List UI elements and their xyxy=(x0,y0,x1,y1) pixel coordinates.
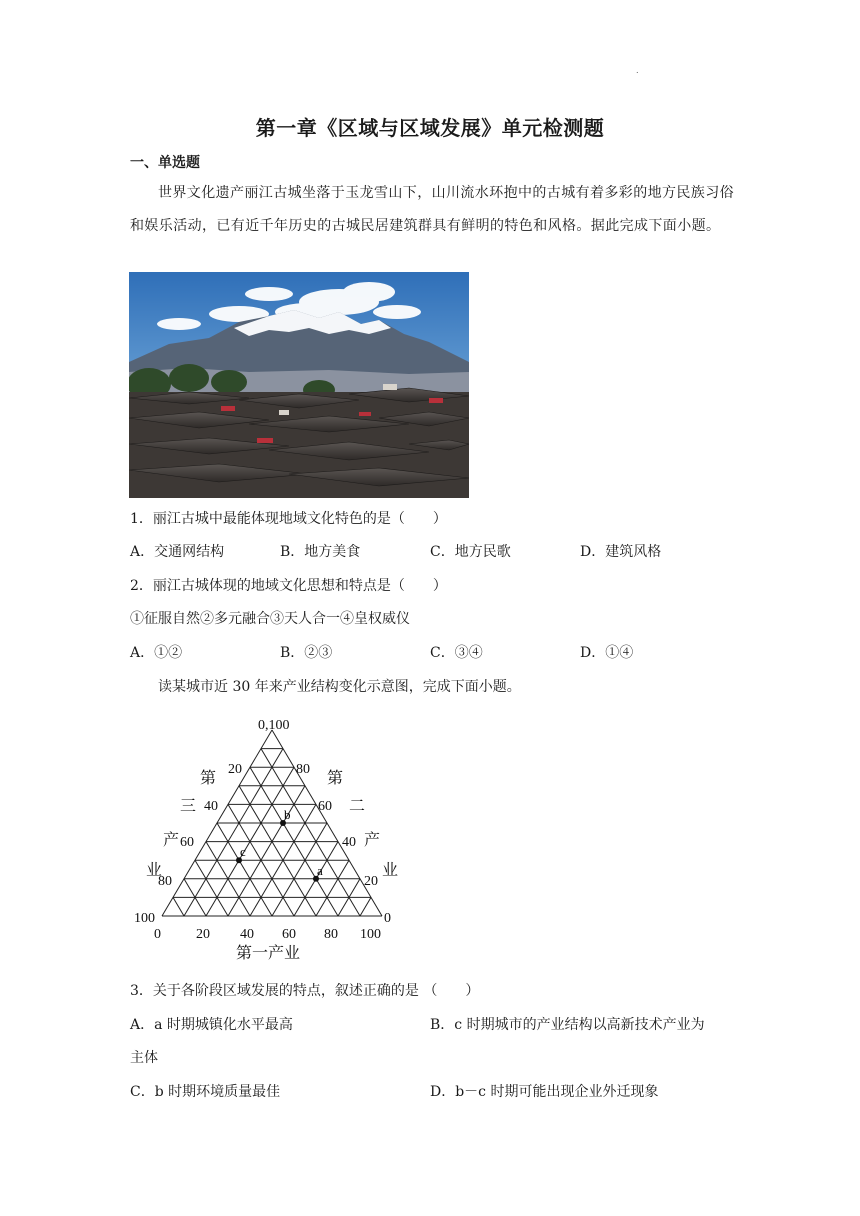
page-title: 第一章《区域与区域发展》单元检测题 xyxy=(255,116,605,140)
question-1-option-c: C．地方民歌 xyxy=(430,544,511,560)
bottom-tick-100: 100 xyxy=(360,927,381,942)
top-label: 0,100 xyxy=(258,718,290,733)
bottom-tick-20: 20 xyxy=(196,927,210,942)
left-side-char-2: 三 xyxy=(180,798,197,815)
question-2-option-a: A．①② xyxy=(130,645,183,661)
intro-paragraph-2: 读某城市近 30 年来产业结构变化示意图，完成下面小题。 xyxy=(158,679,521,695)
section-heading: 一、单选题 xyxy=(130,155,200,171)
grid-line xyxy=(261,749,360,916)
question-2-option-c: C．③④ xyxy=(430,645,483,661)
question-2-items: ①征服自然②多元融合③天人合一④皇权威仪 xyxy=(130,611,410,627)
right-tick-40: 40 xyxy=(342,835,356,850)
question-3-option-b: B．c 时期城市的产业结构以高新技术产业为 xyxy=(430,1017,705,1033)
question-1-option-d: D．建筑风格 xyxy=(580,544,662,560)
triangle-grid xyxy=(162,730,382,916)
left-tick-100: 100 xyxy=(134,911,155,926)
left-side-char-3: 产 xyxy=(163,832,180,849)
grid-line xyxy=(360,897,371,916)
left-tick-80: 80 xyxy=(158,874,172,889)
question-3-option-b-cont: 主体 xyxy=(130,1050,158,1066)
question-3-option-d: D．b－c 时期可能出现企业外迁现象 xyxy=(430,1084,659,1100)
right-tick-20: 20 xyxy=(364,874,378,889)
ternary-diagram xyxy=(128,710,408,966)
question-3-stem: 3．关于各阶段区域发展的特点，叙述正确的是 （ ） xyxy=(130,983,480,999)
right-side-char-2: 二 xyxy=(349,798,366,815)
bottom-axis-label: 第一产业 xyxy=(236,945,301,962)
question-1-option-a: A．交通网结构 xyxy=(130,544,225,560)
data-points xyxy=(236,807,323,882)
left-side-char-4: 业 xyxy=(146,862,163,879)
right-tick-60: 60 xyxy=(318,799,332,814)
left-tick-20: 20 xyxy=(228,762,242,777)
right-side-char-3: 产 xyxy=(364,832,381,849)
grid-line xyxy=(217,823,272,916)
corner-mark: . xyxy=(636,66,639,75)
question-3-option-c: C．b 时期环境质量最佳 xyxy=(130,1084,281,1100)
point-label-c: c xyxy=(240,844,246,860)
bottom-tick-40: 40 xyxy=(240,927,254,942)
right-side-char-1: 第 xyxy=(327,770,344,787)
question-1-stem: 1．丽江古城中最能体现地域文化特色的是（ ） xyxy=(130,511,447,527)
right-tick-0: 0 xyxy=(384,911,391,926)
question-2-option-b: B．②③ xyxy=(280,645,333,661)
right-tick-80: 80 xyxy=(296,762,310,777)
intro-paragraph-1: 世界文化遗产丽江古城坐落于玉龙雪山下，山川流水环抱中的古城有着多彩的地方民族习俗和娱乐活动，已有近千年历史的古城民居建筑群具有鲜明的特色和风格。据此完成下面小题。 xyxy=(130,185,734,234)
question-1-option-b: B．地方美食 xyxy=(280,544,361,560)
question-2-stem: 2．丽江古城体现的地域文化思想和特点是（ ） xyxy=(130,578,447,594)
grid-line xyxy=(173,897,184,916)
point-label-b: b xyxy=(284,807,291,822)
grid-line xyxy=(239,786,316,916)
point-label-a: a xyxy=(317,862,323,878)
left-tick-60: 60 xyxy=(180,835,194,850)
left-side-char-1: 第 xyxy=(200,770,217,787)
lijiang-old-town-photo xyxy=(129,272,469,498)
question-3-option-a: A．a 时期城镇化水平最高 xyxy=(130,1017,293,1033)
bottom-tick-0: 0 xyxy=(154,927,161,942)
left-tick-40: 40 xyxy=(204,799,218,814)
bottom-tick-60: 60 xyxy=(282,927,296,942)
right-side-char-4: 业 xyxy=(382,862,399,879)
question-2-option-d: D．①④ xyxy=(580,645,634,661)
bottom-tick-80: 80 xyxy=(324,927,338,942)
